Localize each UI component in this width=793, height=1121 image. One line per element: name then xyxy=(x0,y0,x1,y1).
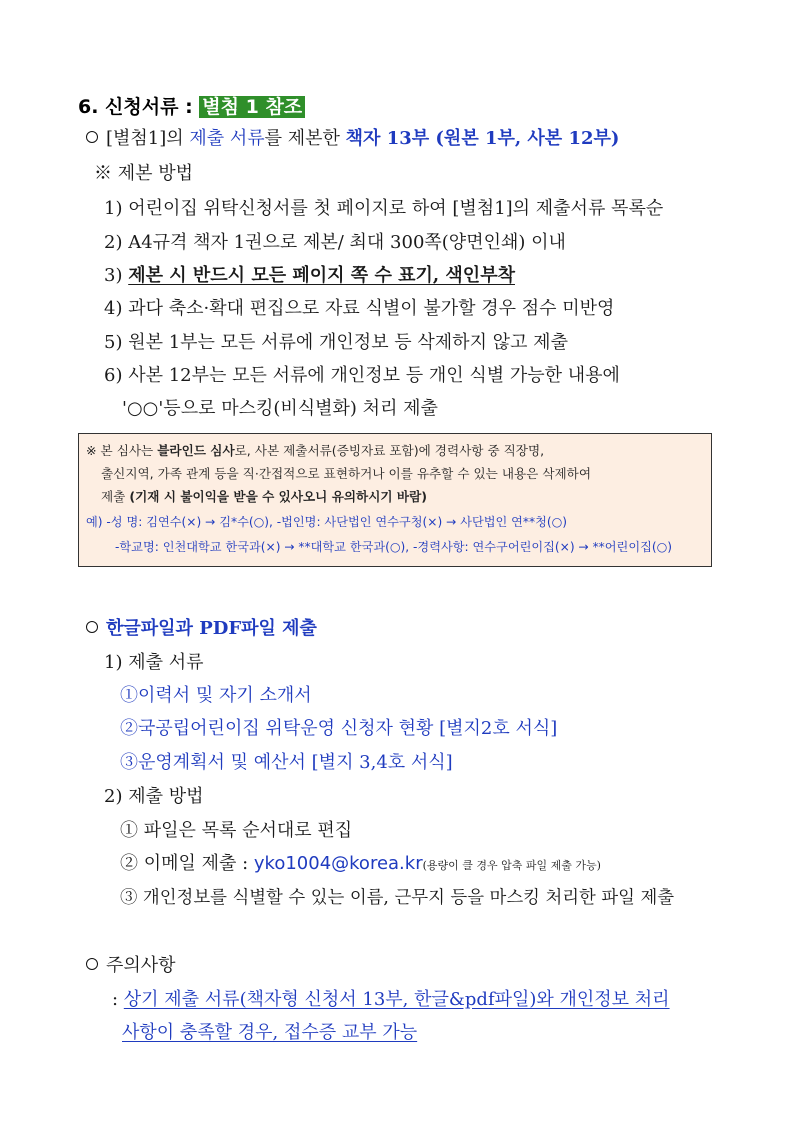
method-step-1: ① 파일은 목록 순서대로 편집 xyxy=(120,820,353,841)
submit-method-subtitle: 2) 제출 방법 xyxy=(104,786,204,807)
file-submission-title: 한글파일과 PDF파일 제출 xyxy=(106,618,317,639)
heading-text: 6. 신청서류 : xyxy=(78,96,200,118)
method-item-6: 6) 사본 12부는 모든 서류에 개인정보 등 개인 식별 가능한 내용에 xyxy=(104,365,620,386)
caution-title: 주의사항 xyxy=(106,955,176,976)
bullet-text-blue: 제출 서류 xyxy=(189,128,265,149)
notice-example-2: -학교명: 인천대학교 한국과(×) → **대학교 한국과(○), -경력사항: 연수구어린이집(×) → **어린이집(○) xyxy=(115,540,673,554)
method-item-3 xyxy=(104,264,515,288)
method-step-3: ③ 개인정보를 식별할 수 있는 이름, 근무지 등을 마스킹 처리한 파일 제출 xyxy=(120,888,675,908)
email-note: (용량이 클 경우 압축 파일 제출 가능) xyxy=(422,859,601,872)
circle-bullet-icon xyxy=(86,958,98,970)
method-item-3-number: 3) xyxy=(104,265,129,286)
method-item-2: 2) A4규격 책자 1권으로 제본/ 최대 300쪽(양면인쇄) 이내 xyxy=(104,232,566,253)
method-item-5: 5) 원본 1부는 모든 서류에 개인정보 등 삭제하지 않고 제출 xyxy=(104,332,568,353)
method-item-3-emph: 제본 시 반드시 모든 페이지 쪽 수 표기, 색인부착 xyxy=(128,265,515,286)
bullet-text-emph: 책자 13부 (원본 1부, 사본 12부) xyxy=(345,128,620,149)
method-item-1: 1) 어린이집 위탁신청서를 첫 페이지로 하여 [별첨1]의 제출서류 목록순 xyxy=(104,198,664,219)
doc-item-1: ①이력서 및 자기 소개서 xyxy=(120,685,312,706)
notice-example-1: 예) -성 명: 김연수(×) → 김*수(○), -법인명: 사단법인 연수구청(×) → 사단법인 연**청(○) xyxy=(86,515,568,529)
notice-line-1: ※ 본 심사는 블라인드 심사로, 사본 제출서류(증빙자료 포함)에 경력사항 중 직장명, xyxy=(86,443,545,458)
caution-bullet xyxy=(86,954,176,978)
heading-badge: 별첨 1 참조 xyxy=(199,96,305,118)
submit-docs-subtitle: 1) 제출 서류 xyxy=(104,652,204,673)
binding-method-title: ※ 제본 방법 xyxy=(94,163,193,184)
doc-item-2: ②국공립어린이집 위탁운영 신청자 현황 [별지2호 서식] xyxy=(120,718,558,739)
method-item-4: 4) 과다 축소·확대 편집으로 자료 식별이 불가할 경우 점수 미반영 xyxy=(104,298,615,319)
caution-line-2: 사항이 충족할 경우, 접수증 교부 가능 xyxy=(122,1022,418,1043)
email-link[interactable]: yko1004@korea.kr xyxy=(253,853,423,874)
caution-text-1: 상기 제출 서류(책자형 신청서 13부, 한글&pdf파일)와 개인정보 처리 xyxy=(123,989,670,1010)
notice-warning: (기재 시 불이익을 받을 수 있사오니 유의하시기 바람) xyxy=(129,489,428,504)
notice-line-2: 출신지역, 가족 관계 등을 직·간접적으로 표현하거나 이를 유추할 수 있는 내용은 삭제하여 xyxy=(101,466,592,481)
booklet-bullet xyxy=(86,127,619,151)
bullet-text: 를 제본한 xyxy=(264,128,346,149)
notice-emph: 블라인드 심사 xyxy=(157,443,235,458)
method-item-6-cont: '○○'등으로 마스킹(비식별화) 처리 제출 xyxy=(122,398,438,419)
circle-bullet-icon xyxy=(86,621,98,633)
notice-line-3: 제출 (기재 시 불이익을 받을 수 있사오니 유의하시기 바람) xyxy=(101,489,428,504)
circle-bullet-icon xyxy=(86,131,98,143)
file-submission-bullet xyxy=(86,617,317,641)
bullet-text: [별첨1]의 xyxy=(106,128,190,149)
caution-line-1: : 상기 제출 서류(책자형 신청서 13부, 한글&pdf파일)와 개인정보 처리 xyxy=(112,989,670,1010)
blind-review-notice xyxy=(78,433,712,567)
section-heading xyxy=(78,92,305,119)
method-step-2: ② 이메일 제출 : yko1004@korea.kr(용량이 클 경우 압축 파일 제출 가능) xyxy=(120,853,601,874)
doc-item-3: ③운영계획서 및 예산서 [별지 3,4호 서식] xyxy=(120,752,453,773)
